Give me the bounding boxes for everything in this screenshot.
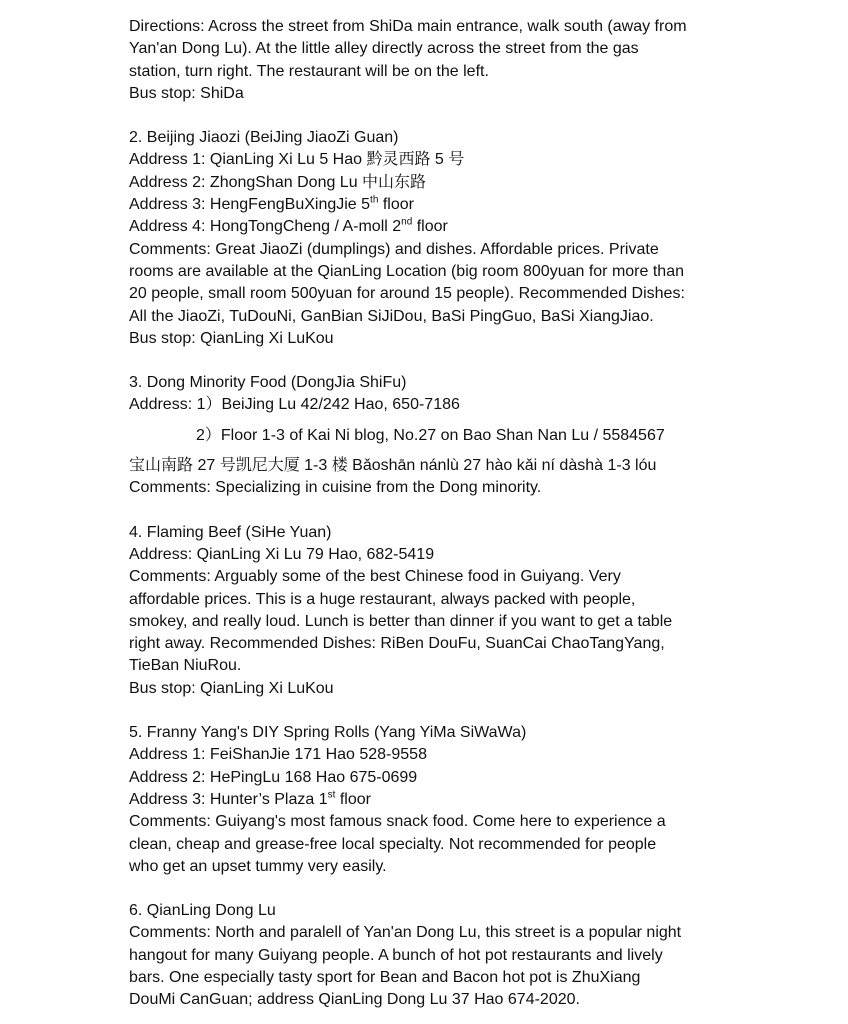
section-flaming-beef bbox=[129, 522, 829, 700]
comments-line: TieBan NiuRou. bbox=[129, 657, 242, 675]
bus-stop-line: Bus stop: QianLing Xi LuKou bbox=[129, 679, 334, 697]
section-title: 4. Flaming Beef (SiHe Yuan) bbox=[129, 523, 332, 541]
directions-line: Directions: Across the street from ShiDa main entrance, walk south (away from bbox=[129, 18, 687, 35]
paragraph-gap bbox=[129, 878, 829, 900]
paragraph-gap bbox=[129, 500, 829, 522]
ordinal-suffix: nd bbox=[401, 217, 413, 229]
address-line bbox=[129, 194, 829, 216]
address-line: Address 1: FeiShanJie 171 Hao 528-9558 bbox=[129, 746, 427, 764]
address-line-indented: 2）Floor 1-3 of Kai Ni blog, No.27 on Bao Shan Nan Lu / 5584567 bbox=[196, 426, 665, 444]
paragraph-gap bbox=[129, 350, 829, 372]
section-franny-yang bbox=[129, 722, 829, 878]
section-qianling-dong-lu bbox=[129, 900, 829, 1011]
comments-line: 20 people, small room 500yuan for around 15 people). Recommended Dishes: bbox=[129, 285, 685, 303]
comments-line: Comments: North and paralell of Yan'an Dong Lu, this street is a popular night bbox=[129, 924, 682, 942]
address-tail: floor bbox=[412, 218, 448, 236]
directions-line: Yan'an Dong Lu). At the little alley directly across the street from the gas bbox=[129, 40, 639, 58]
address-line bbox=[129, 789, 829, 811]
section-beijing-jiaozi bbox=[129, 127, 829, 350]
ordinal-suffix: th bbox=[370, 194, 379, 206]
chinese-address-line: 宝山南路 27 号凯尼大厦 1-3 楼 Bǎoshān nánlù 27 hào kǎi ní dàshà 1-3 lóu bbox=[129, 457, 657, 475]
bus-stop-line: Bus stop: QianLing Xi LuKou bbox=[129, 329, 334, 347]
address-line: Address: 1）BeiJing Lu 42/242 Hao, 650-7186 bbox=[129, 396, 460, 414]
comments-line: DouMi CanGuan; address QianLing Dong Lu 37 Hao 674-2020. bbox=[129, 991, 580, 1009]
address-line: Address 2: HePingLu 168 Hao 675-0699 bbox=[129, 768, 418, 786]
section-title: 5. Franny Yang's DIY Spring Rolls (Yang YiMa SiWaWa) bbox=[129, 724, 527, 742]
bus-stop-line: Bus stop: ShiDa bbox=[129, 84, 244, 102]
section-directions bbox=[129, 16, 829, 105]
address-text: Address 3: HengFengBuXingJie 5 bbox=[129, 196, 371, 214]
document-page bbox=[129, 16, 829, 1012]
address-line: Address: QianLing Xi Lu 79 Hao, 682-5419 bbox=[129, 545, 435, 563]
section-title: 3. Dong Minority Food (DongJia ShiFu) bbox=[129, 374, 407, 392]
directions-line: station, turn right. The restaurant will be on the left. bbox=[129, 62, 489, 80]
address-tail: floor bbox=[378, 196, 414, 214]
comments-line: smokey, and really loud. Lunch is better than dinner if you want to get a table bbox=[129, 612, 673, 630]
section-dong-minority bbox=[129, 372, 829, 499]
address-line: Address 1: QianLing Xi Lu 5 Hao 黔灵西路 5 号 bbox=[129, 151, 465, 169]
paragraph-gap bbox=[129, 105, 829, 127]
address-tail: floor bbox=[335, 790, 371, 808]
comments-line: All the JiaoZi, TuDouNi, GanBian SiJiDou, BaSi PingGuo, BaSi XiangJiao. bbox=[129, 307, 654, 325]
comments-line: who get an upset tummy very easily. bbox=[129, 857, 387, 875]
comments-line: affordable prices. This is a huge restaurant, always packed with people, bbox=[129, 590, 636, 608]
address-line bbox=[129, 216, 829, 238]
address-text: Address 4: HongTongCheng / A-moll 2 bbox=[129, 218, 402, 236]
address-line: Address 2: ZhongShan Dong Lu 中山东路 bbox=[129, 173, 427, 191]
comments-line: right away. Recommended Dishes: RiBen DouFu, SuanCai ChaoTangYang, bbox=[129, 635, 665, 653]
comments-line: Comments: Guiyang's most famous snack food. Come here to experience a bbox=[129, 813, 666, 831]
comments-line: bars. One especially tasty sport for Bean and Bacon hot pot is ZhuXiang bbox=[129, 968, 641, 986]
section-title: 6. QianLing Dong Lu bbox=[129, 902, 276, 920]
comments-line: Comments: Great JiaoZi (dumplings) and dishes. Affordable prices. Private bbox=[129, 240, 659, 258]
comments-line: rooms are available at the QianLing Location (big room 800yuan for more than bbox=[129, 262, 684, 280]
address-text: Address 3: Hunter’s Plaza 1 bbox=[129, 790, 328, 808]
comments-line: Comments: Specializing in cuisine from the Dong minority. bbox=[129, 479, 542, 497]
ordinal-suffix: st bbox=[327, 789, 336, 801]
comments-line: clean, cheap and grease-free local specialty. Not recommended for people bbox=[129, 835, 657, 853]
comments-line: Comments: Arguably some of the best Chinese food in Guiyang. Very bbox=[129, 568, 621, 586]
section-title: 2. Beijing Jiaozi (BeiJing JiaoZi Guan) bbox=[129, 129, 399, 147]
comments-line: hangout for many Guiyang people. A bunch of hot pot restaurants and lively bbox=[129, 946, 663, 964]
paragraph-gap bbox=[129, 700, 829, 722]
